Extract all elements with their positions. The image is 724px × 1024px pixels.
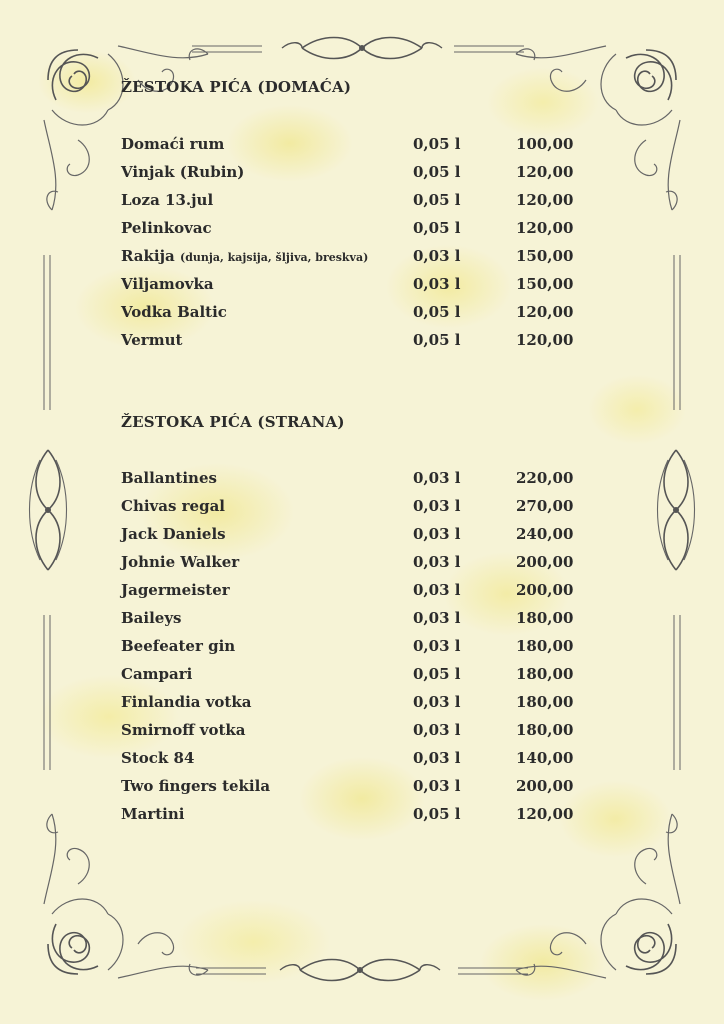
item-volume: 0,05 l <box>413 805 461 823</box>
menu-item <box>121 469 591 491</box>
item-volume: 0,05 l <box>413 665 461 683</box>
menu-item <box>121 777 591 799</box>
item-name: Domaći rum <box>121 135 225 153</box>
item-volume: 0,03 l <box>413 693 461 711</box>
menu-item <box>121 553 591 575</box>
item-price: 200,00 <box>516 581 574 599</box>
item-name: Rakija <box>121 247 175 265</box>
menu-item <box>121 525 591 547</box>
item-volume: 0,05 l <box>413 163 461 181</box>
item-price: 180,00 <box>516 693 574 711</box>
item-price: 200,00 <box>516 777 574 795</box>
item-volume: 0,05 l <box>413 191 461 209</box>
item-name: Smirnoff votka <box>121 721 246 739</box>
item-volume: 0,05 l <box>413 303 461 321</box>
menu-item <box>121 581 591 603</box>
item-price: 150,00 <box>516 275 574 293</box>
menu-item <box>121 303 591 325</box>
menu-item <box>121 609 591 631</box>
menu-item <box>121 665 591 687</box>
menu-item <box>121 693 591 715</box>
item-price: 120,00 <box>516 331 574 349</box>
section-title-domestic: ŽESTOKA PIĆA (DOMAĆA) <box>121 78 352 96</box>
item-volume: 0,03 l <box>413 525 461 543</box>
item-name: Johnie Walker <box>121 553 240 571</box>
menu-item <box>121 331 591 353</box>
item-price: 140,00 <box>516 749 574 767</box>
item-name: Martini <box>121 805 185 823</box>
item-price: 180,00 <box>516 665 574 683</box>
item-price: 120,00 <box>516 163 574 181</box>
item-volume: 0,03 l <box>413 497 461 515</box>
item-name: Loza 13.jul <box>121 191 214 209</box>
item-name: Two fingers tekila <box>121 777 271 795</box>
item-price: 150,00 <box>516 247 574 265</box>
item-price: 120,00 <box>516 219 574 237</box>
item-price: 220,00 <box>516 469 574 487</box>
item-volume: 0,05 l <box>413 135 461 153</box>
item-volume: 0,03 l <box>413 247 461 265</box>
item-volume: 0,03 l <box>413 749 461 767</box>
menu-item <box>121 219 591 241</box>
item-price: 180,00 <box>516 721 574 739</box>
menu-item <box>121 247 591 269</box>
section-title-foreign: ŽESTOKA PIĆA (STRANA) <box>121 413 345 431</box>
item-price: 240,00 <box>516 525 574 543</box>
menu-item <box>121 135 591 157</box>
item-name-with-note <box>121 247 368 265</box>
item-name: Ballantines <box>121 469 217 487</box>
menu-item <box>121 749 591 771</box>
item-price: 180,00 <box>516 637 574 655</box>
item-name: Vinjak (Rubin) <box>121 163 245 181</box>
menu-item <box>121 191 591 213</box>
menu-item <box>121 163 591 185</box>
item-volume: 0,03 l <box>413 581 461 599</box>
item-name: Viljamovka <box>121 275 214 293</box>
item-name: Baileys <box>121 609 182 627</box>
menu-item <box>121 637 591 659</box>
menu-item <box>121 805 591 827</box>
item-price: 120,00 <box>516 303 574 321</box>
item-name: Pelinkovac <box>121 219 212 237</box>
item-volume: 0,03 l <box>413 609 461 627</box>
item-volume: 0,03 l <box>413 275 461 293</box>
item-price: 120,00 <box>516 191 574 209</box>
item-name: Finlandia votka <box>121 693 252 711</box>
menu-item <box>121 721 591 743</box>
item-name: Jack Daniels <box>121 525 226 543</box>
item-volume: 0,03 l <box>413 721 461 739</box>
item-price: 270,00 <box>516 497 574 515</box>
item-name: Beefeater gin <box>121 637 236 655</box>
item-volume: 0,03 l <box>413 637 461 655</box>
item-price: 120,00 <box>516 805 574 823</box>
item-volume: 0,05 l <box>413 219 461 237</box>
item-volume: 0,03 l <box>413 469 461 487</box>
item-name: Campari <box>121 665 193 683</box>
item-volume: 0,03 l <box>413 553 461 571</box>
item-note: (dunja, kajsija, šljiva, breskva) <box>180 251 369 264</box>
menu-item <box>121 497 591 519</box>
item-name: Chivas regal <box>121 497 225 515</box>
item-name: Stock 84 <box>121 749 195 767</box>
item-name: Jagermeister <box>121 581 230 599</box>
item-price: 200,00 <box>516 553 574 571</box>
item-name: Vodka Baltic <box>121 303 227 321</box>
item-price: 100,00 <box>516 135 574 153</box>
item-volume: 0,03 l <box>413 777 461 795</box>
item-volume: 0,05 l <box>413 331 461 349</box>
item-name: Vermut <box>121 331 183 349</box>
item-price: 180,00 <box>516 609 574 627</box>
menu-item <box>121 275 591 297</box>
